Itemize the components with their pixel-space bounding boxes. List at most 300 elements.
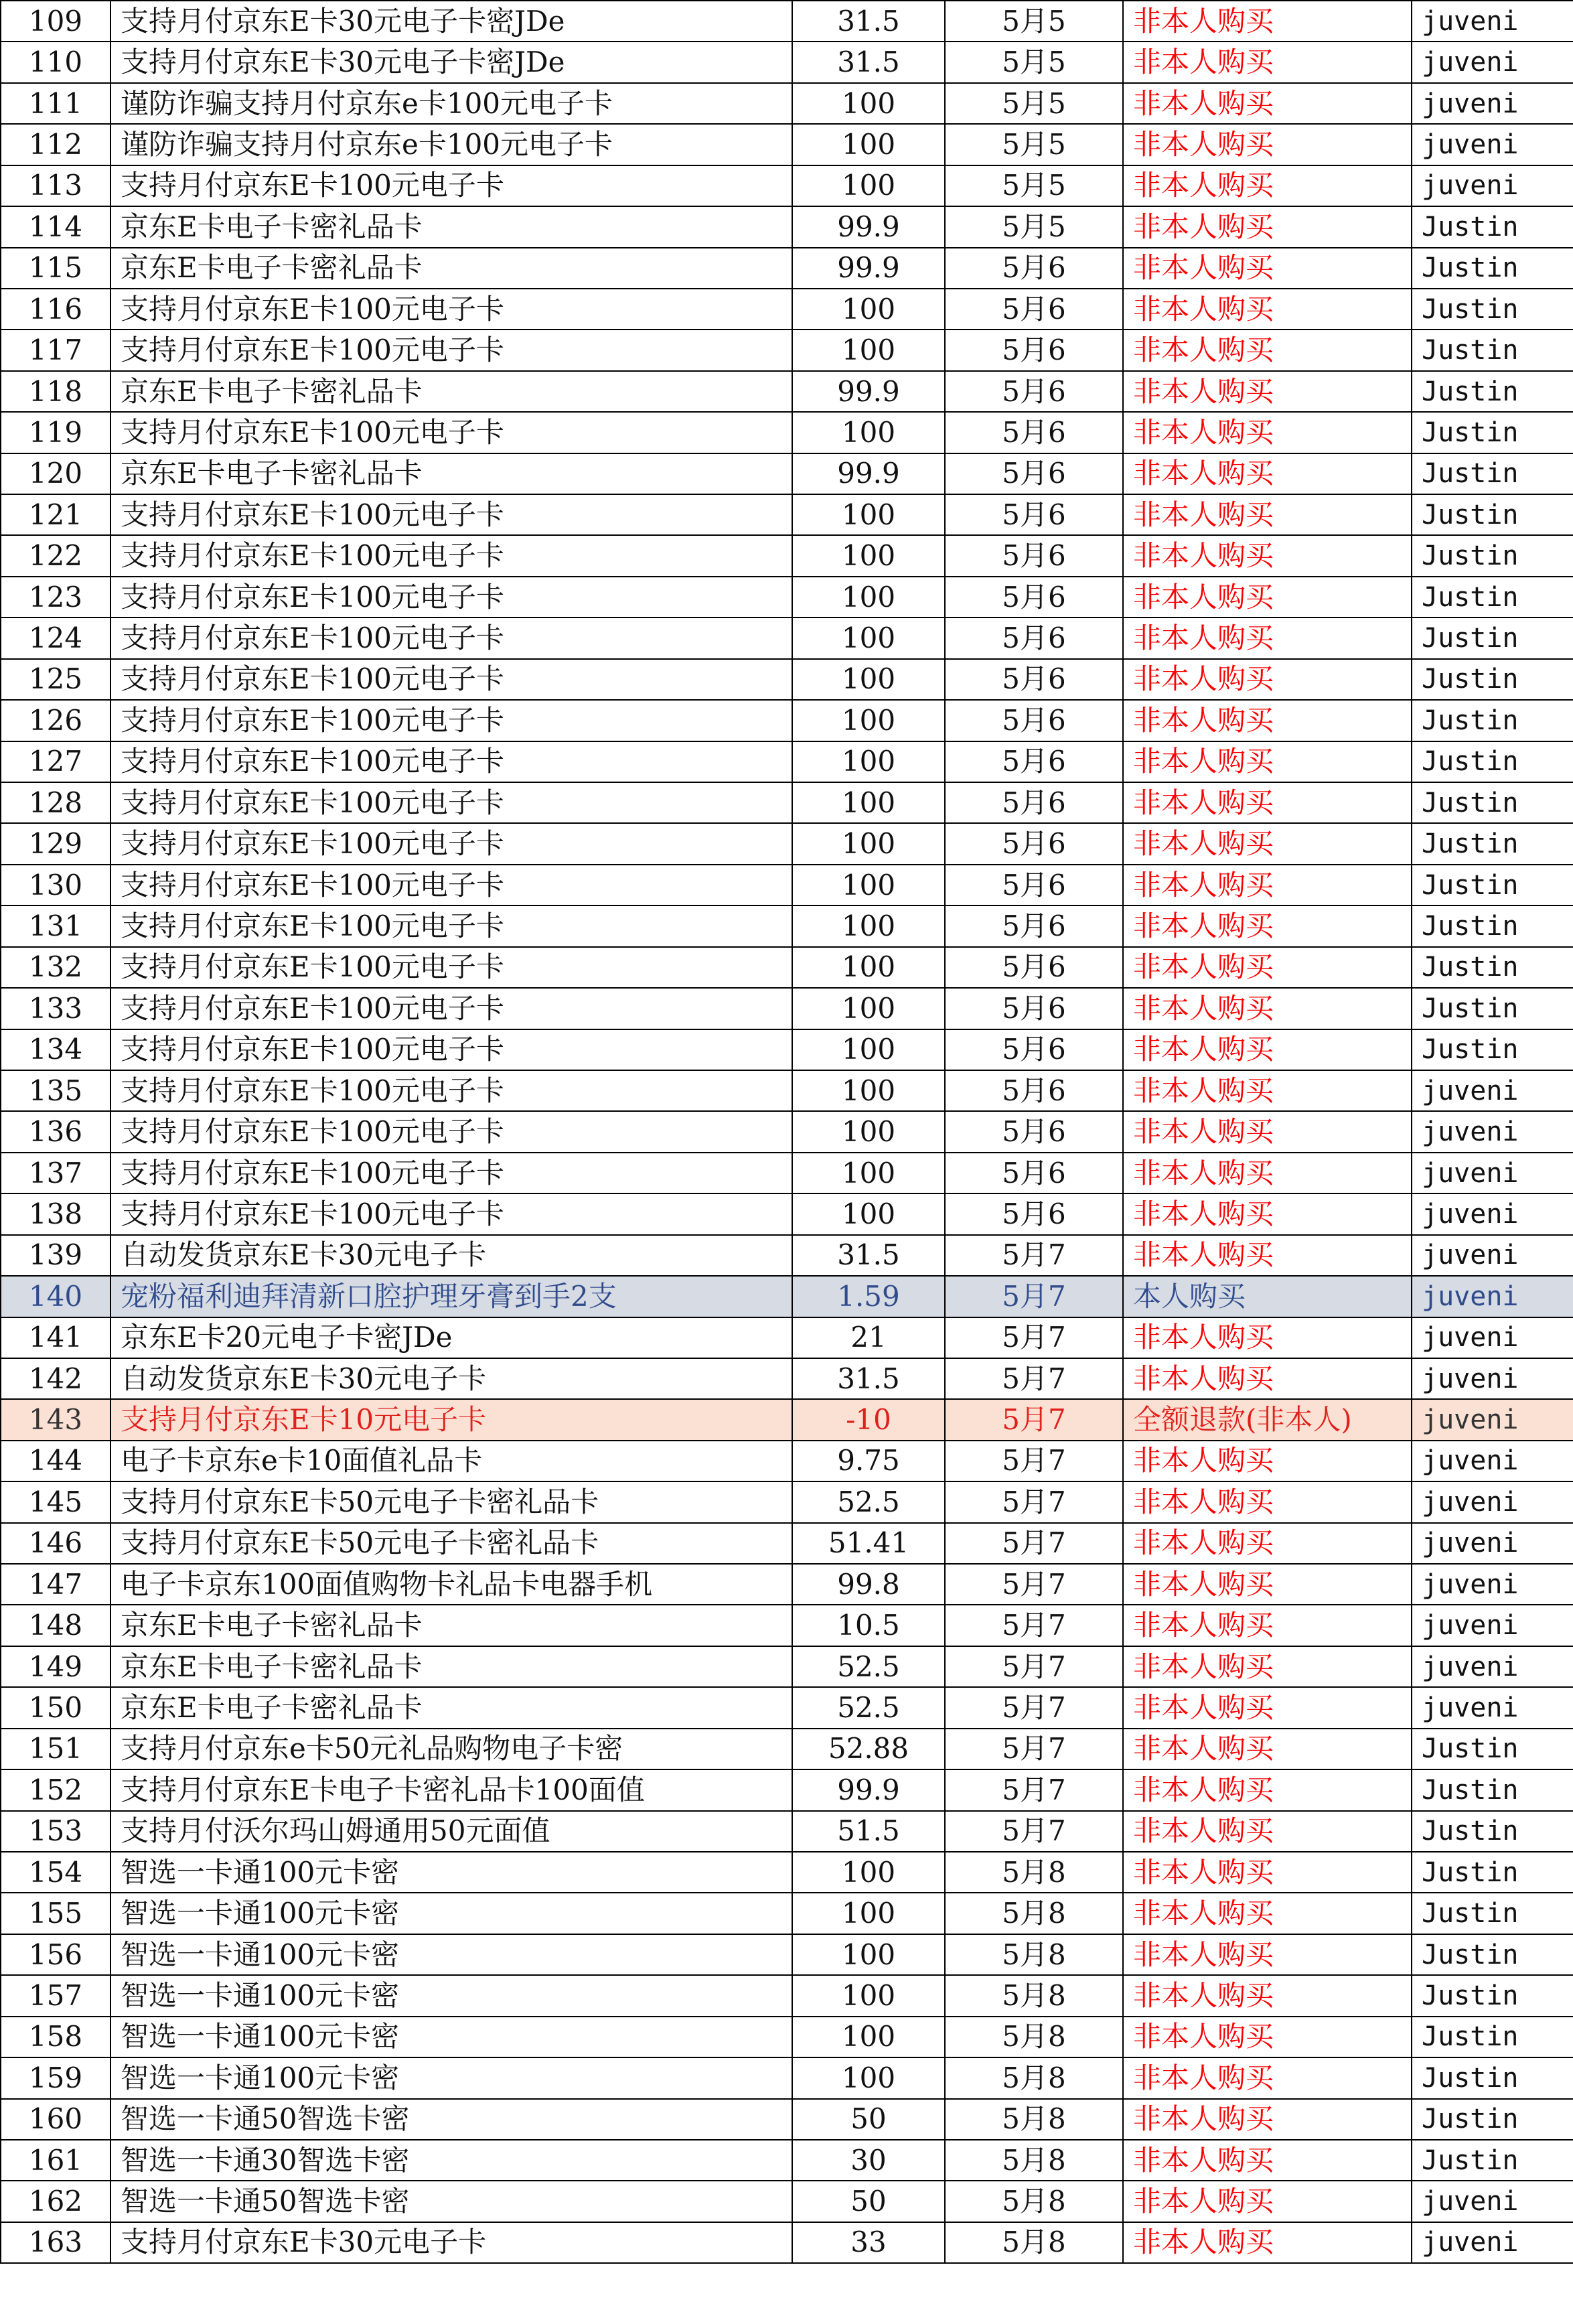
amount-cell: 100 [792, 823, 945, 864]
row-number-cell: 117 [1, 330, 110, 370]
product-name-cell: 支持月付京东E卡100元电子卡 [110, 1070, 792, 1111]
date-cell: 5月8 [945, 2222, 1123, 2263]
date-cell: 5月7 [945, 1605, 1123, 1646]
account-cell: Justin [1412, 1934, 1573, 1975]
purchase-status-cell: 非本人购买 [1123, 1, 1412, 42]
product-name-cell: 支持月付京东E卡100元电子卡 [110, 289, 792, 330]
table-row [1, 988, 1573, 1029]
table-row [1, 1646, 1573, 1687]
amount-cell: 100 [792, 1193, 945, 1234]
row-number-cell: 138 [1, 1193, 110, 1234]
row-number-cell: 127 [1, 741, 110, 782]
purchase-status-cell: 非本人购买 [1123, 165, 1412, 206]
table-row [1, 1852, 1573, 1893]
purchase-status-cell: 非本人购买 [1123, 1358, 1412, 1399]
row-number-cell: 151 [1, 1729, 110, 1769]
amount-cell: 100 [792, 83, 945, 124]
product-name-cell: 智选一卡通100元卡密 [110, 1852, 792, 1893]
product-name-cell: 京东E卡电子卡密礼品卡 [110, 248, 792, 289]
amount-cell: 100 [792, 2017, 945, 2057]
purchase-status-cell: 非本人购买 [1123, 1111, 1412, 1152]
amount-cell: 99.9 [792, 206, 945, 247]
account-cell: Justin [1412, 1975, 1573, 2016]
amount-cell: 100 [792, 124, 945, 165]
date-cell: 5月6 [945, 330, 1123, 370]
date-cell: 5月6 [945, 947, 1123, 988]
amount-cell: 100 [792, 618, 945, 658]
purchase-status-cell: 非本人购买 [1123, 1317, 1412, 1358]
table-row [1, 659, 1573, 700]
purchase-status-cell: 非本人购买 [1123, 618, 1412, 658]
table-row [1, 453, 1573, 494]
account-cell: juveni [1412, 42, 1573, 82]
product-name-cell: 支持月付京东E卡100元电子卡 [110, 330, 792, 370]
account-cell: Justin [1412, 535, 1573, 576]
purchase-status-cell: 非本人购买 [1123, 1769, 1412, 1810]
product-name-cell: 支持月付京东E卡100元电子卡 [110, 535, 792, 576]
table-row [1, 1317, 1573, 1358]
product-name-cell: 支持月付京东E卡50元电子卡密礼品卡 [110, 1523, 792, 1564]
amount-cell: 100 [792, 988, 945, 1029]
date-cell: 5月8 [945, 1934, 1123, 1975]
account-cell: Justin [1412, 1029, 1573, 1070]
date-cell: 5月6 [945, 577, 1123, 618]
row-number-cell: 115 [1, 248, 110, 289]
row-number-cell: 134 [1, 1029, 110, 1070]
amount-cell: 99.9 [792, 1769, 945, 1810]
date-cell: 5月7 [945, 1358, 1123, 1399]
date-cell: 5月7 [945, 1441, 1123, 1481]
account-cell: Justin [1412, 988, 1573, 1029]
account-cell: Justin [1412, 741, 1573, 782]
amount-cell: 30 [792, 2140, 945, 2181]
table-row [1, 2222, 1573, 2263]
row-number-cell: 135 [1, 1070, 110, 1111]
table-row [1, 1769, 1573, 1810]
account-cell: Justin [1412, 2017, 1573, 2057]
amount-cell: 31.5 [792, 42, 945, 82]
account-cell: juveni [1412, 1399, 1573, 1440]
row-number-cell: 143 [1, 1399, 110, 1440]
product-name-cell: 支持月付京东E卡100元电子卡 [110, 988, 792, 1029]
date-cell: 5月6 [945, 1153, 1123, 1193]
product-name-cell: 自动发货京东E卡30元电子卡 [110, 1358, 792, 1399]
row-number-cell: 109 [1, 1, 110, 42]
table-row [1, 2057, 1573, 2098]
date-cell: 5月6 [945, 700, 1123, 741]
row-number-cell: 128 [1, 782, 110, 823]
product-name-cell: 支持月付京东E卡100元电子卡 [110, 1153, 792, 1193]
table-row [1, 577, 1573, 618]
amount-cell: 31.5 [792, 1358, 945, 1399]
table-row [1, 2099, 1573, 2140]
row-number-cell: 132 [1, 947, 110, 988]
account-cell: juveni [1412, 1193, 1573, 1234]
amount-cell: 10.5 [792, 1605, 945, 1646]
amount-cell: 100 [792, 1934, 945, 1975]
purchase-status-cell: 非本人购买 [1123, 782, 1412, 823]
account-cell: juveni [1412, 83, 1573, 124]
table-row [1, 1399, 1573, 1440]
date-cell: 5月6 [945, 1111, 1123, 1152]
account-cell: Justin [1412, 289, 1573, 330]
date-cell: 5月6 [945, 1070, 1123, 1111]
date-cell: 5月6 [945, 618, 1123, 658]
account-cell: juveni [1412, 1276, 1573, 1317]
account-cell: Justin [1412, 248, 1573, 289]
date-cell: 5月7 [945, 1235, 1123, 1276]
purchase-status-cell: 非本人购买 [1123, 1070, 1412, 1111]
product-name-cell: 支持月付京东E卡100元电子卡 [110, 947, 792, 988]
amount-cell: 50 [792, 2099, 945, 2140]
account-cell: juveni [1412, 124, 1573, 165]
row-number-cell: 120 [1, 453, 110, 494]
table-row [1, 1276, 1573, 1317]
table-row [1, 618, 1573, 658]
row-number-cell: 133 [1, 988, 110, 1029]
purchase-status-cell: 非本人购买 [1123, 494, 1412, 535]
purchase-status-cell: 非本人购买 [1123, 1975, 1412, 2016]
date-cell: 5月8 [945, 1975, 1123, 2016]
date-cell: 5月6 [945, 865, 1123, 905]
account-cell: juveni [1412, 1481, 1573, 1522]
date-cell: 5月7 [945, 1317, 1123, 1358]
amount-cell: 100 [792, 1975, 945, 2016]
purchase-status-cell: 非本人购买 [1123, 1729, 1412, 1769]
amount-cell: 100 [792, 577, 945, 618]
date-cell: 5月6 [945, 453, 1123, 494]
product-name-cell: 支持月付京东E卡50元电子卡密礼品卡 [110, 1481, 792, 1522]
purchase-status-cell: 非本人购买 [1123, 1481, 1412, 1522]
row-number-cell: 153 [1, 1811, 110, 1852]
table-row [1, 1605, 1573, 1646]
account-cell: Justin [1412, 947, 1573, 988]
product-name-cell: 宠粉福利迪拜清新口腔护理牙膏到手2支 [110, 1276, 792, 1317]
date-cell: 5月8 [945, 2140, 1123, 2181]
date-cell: 5月5 [945, 42, 1123, 82]
product-name-cell: 支持月付京东E卡100元电子卡 [110, 865, 792, 905]
purchase-status-cell: 非本人购买 [1123, 577, 1412, 618]
account-cell: Justin [1412, 1811, 1573, 1852]
date-cell: 5月5 [945, 124, 1123, 165]
amount-cell: 100 [792, 659, 945, 700]
row-number-cell: 141 [1, 1317, 110, 1358]
amount-cell: 100 [792, 1029, 945, 1070]
date-cell: 5月5 [945, 1, 1123, 42]
product-name-cell: 支持月付京东E卡100元电子卡 [110, 741, 792, 782]
purchase-status-cell: 非本人购买 [1123, 83, 1412, 124]
date-cell: 5月5 [945, 206, 1123, 247]
date-cell: 5月7 [945, 1564, 1123, 1605]
row-number-cell: 140 [1, 1276, 110, 1317]
date-cell: 5月8 [945, 2017, 1123, 2057]
purchase-status-cell: 本人购买 [1123, 1276, 1412, 1317]
product-name-cell: 支持月付京东E卡100元电子卡 [110, 577, 792, 618]
purchase-status-cell: 非本人购买 [1123, 412, 1412, 453]
purchase-status-cell: 非本人购买 [1123, 1646, 1412, 1687]
account-cell: juveni [1412, 2222, 1573, 2263]
purchase-status-cell: 非本人购买 [1123, 2099, 1412, 2140]
table-row [1, 83, 1573, 124]
purchase-status-cell: 非本人购买 [1123, 2222, 1412, 2263]
row-number-cell: 118 [1, 371, 110, 412]
row-number-cell: 162 [1, 2181, 110, 2222]
date-cell: 5月6 [945, 741, 1123, 782]
product-name-cell: 支持月付京东E卡30元电子卡 [110, 2222, 792, 2263]
purchase-status-cell: 非本人购买 [1123, 865, 1412, 905]
amount-cell: 52.5 [792, 1646, 945, 1687]
purchase-status-cell: 非本人购买 [1123, 1029, 1412, 1070]
account-cell: juveni [1412, 1317, 1573, 1358]
date-cell: 5月7 [945, 1399, 1123, 1440]
purchase-status-cell: 非本人购买 [1123, 947, 1412, 988]
product-name-cell: 智选一卡通100元卡密 [110, 1934, 792, 1975]
table-row [1, 2017, 1573, 2057]
purchase-status-cell: 非本人购买 [1123, 1811, 1412, 1852]
purchase-status-cell: 非本人购买 [1123, 124, 1412, 165]
date-cell: 5月7 [945, 1523, 1123, 1564]
product-name-cell: 支持月付京东E卡100元电子卡 [110, 782, 792, 823]
date-cell: 5月8 [945, 2099, 1123, 2140]
amount-cell: 100 [792, 330, 945, 370]
date-cell: 5月5 [945, 165, 1123, 206]
amount-cell: 100 [792, 741, 945, 782]
product-name-cell: 京东E卡20元电子卡密JDe [110, 1317, 792, 1358]
purchase-status-cell: 非本人购买 [1123, 700, 1412, 741]
row-number-cell: 119 [1, 412, 110, 453]
product-name-cell: 支持月付京东E卡100元电子卡 [110, 905, 792, 946]
amount-cell: 51.5 [792, 1811, 945, 1852]
table-row [1, 1358, 1573, 1399]
table-row [1, 1111, 1573, 1152]
date-cell: 5月6 [945, 823, 1123, 864]
row-number-cell: 114 [1, 206, 110, 247]
date-cell: 5月5 [945, 83, 1123, 124]
row-number-cell: 116 [1, 289, 110, 330]
table-row [1, 1235, 1573, 1276]
purchase-status-cell: 非本人购买 [1123, 988, 1412, 1029]
table-row [1, 865, 1573, 905]
amount-cell: 100 [792, 905, 945, 946]
row-number-cell: 149 [1, 1646, 110, 1687]
table-row [1, 1811, 1573, 1852]
date-cell: 5月6 [945, 659, 1123, 700]
amount-cell: 100 [792, 1852, 945, 1893]
purchase-status-cell: 非本人购买 [1123, 1523, 1412, 1564]
purchase-status-cell: 非本人购买 [1123, 659, 1412, 700]
amount-cell: 100 [792, 412, 945, 453]
table-row [1, 1070, 1573, 1111]
row-number-cell: 159 [1, 2057, 110, 2098]
table-row [1, 165, 1573, 206]
date-cell: 5月6 [945, 988, 1123, 1029]
date-cell: 5月6 [945, 1029, 1123, 1070]
row-number-cell: 144 [1, 1441, 110, 1481]
purchase-status-cell: 非本人购买 [1123, 206, 1412, 247]
row-number-cell: 148 [1, 1605, 110, 1646]
table-row [1, 289, 1573, 330]
product-name-cell: 支持月付沃尔玛山姆通用50元面值 [110, 1811, 792, 1852]
purchase-status-cell: 全额退款(非本人) [1123, 1399, 1412, 1440]
purchase-status-cell: 非本人购买 [1123, 2017, 1412, 2057]
product-name-cell: 自动发货京东E卡30元电子卡 [110, 1235, 792, 1276]
row-number-cell: 137 [1, 1153, 110, 1193]
account-cell: Justin [1412, 453, 1573, 494]
amount-cell: 31.5 [792, 1, 945, 42]
account-cell: juveni [1412, 2181, 1573, 2222]
row-number-cell: 110 [1, 42, 110, 82]
account-cell: Justin [1412, 865, 1573, 905]
row-number-cell: 156 [1, 1934, 110, 1975]
row-number-cell: 113 [1, 165, 110, 206]
table-row [1, 494, 1573, 535]
row-number-cell: 130 [1, 865, 110, 905]
purchase-status-cell: 非本人购买 [1123, 1852, 1412, 1893]
product-name-cell: 支持月付京东E卡100元电子卡 [110, 1193, 792, 1234]
row-number-cell: 126 [1, 700, 110, 741]
product-name-cell: 支持月付京东E卡30元电子卡密JDe [110, 42, 792, 82]
account-cell: juveni [1412, 1358, 1573, 1399]
row-number-cell: 145 [1, 1481, 110, 1522]
amount-cell: 99.9 [792, 371, 945, 412]
table-body [1, 1, 1573, 2263]
account-cell: juveni [1412, 165, 1573, 206]
table-row [1, 1729, 1573, 1769]
date-cell: 5月7 [945, 1729, 1123, 1769]
amount-cell: 9.75 [792, 1441, 945, 1481]
product-name-cell: 智选一卡通50智选卡密 [110, 2099, 792, 2140]
product-name-cell: 支持月付京东E卡100元电子卡 [110, 618, 792, 658]
product-name-cell: 智选一卡通100元卡密 [110, 1975, 792, 2016]
table-row [1, 412, 1573, 453]
account-cell: Justin [1412, 330, 1573, 370]
table-row [1, 1193, 1573, 1234]
amount-cell: 52.5 [792, 1687, 945, 1728]
product-name-cell: 京东E卡电子卡密礼品卡 [110, 371, 792, 412]
product-name-cell: 支持月付京东E卡100元电子卡 [110, 494, 792, 535]
account-cell: Justin [1412, 1893, 1573, 1934]
amount-cell: 50 [792, 2181, 945, 2222]
amount-cell: 100 [792, 782, 945, 823]
table-row [1, 1481, 1573, 1522]
amount-cell: 100 [792, 1893, 945, 1934]
product-name-cell: 支持月付京东E卡100元电子卡 [110, 700, 792, 741]
account-cell: juveni [1412, 1687, 1573, 1728]
table-row [1, 124, 1573, 165]
account-cell: Justin [1412, 1852, 1573, 1893]
date-cell: 5月6 [945, 1193, 1123, 1234]
amount-cell: 100 [792, 494, 945, 535]
product-name-cell: 智选一卡通100元卡密 [110, 1893, 792, 1934]
row-number-cell: 136 [1, 1111, 110, 1152]
row-number-cell: 125 [1, 659, 110, 700]
table-row [1, 947, 1573, 988]
account-cell: Justin [1412, 905, 1573, 946]
table-row [1, 2140, 1573, 2181]
purchase-status-cell: 非本人购买 [1123, 1235, 1412, 1276]
account-cell: juveni [1412, 1153, 1573, 1193]
table-row [1, 206, 1573, 247]
table-row [1, 741, 1573, 782]
table-row [1, 1975, 1573, 2016]
date-cell: 5月6 [945, 248, 1123, 289]
product-name-cell: 谨防诈骗支持月付京东e卡100元电子卡 [110, 124, 792, 165]
table-row [1, 2181, 1573, 2222]
row-number-cell: 131 [1, 905, 110, 946]
amount-cell: 100 [792, 535, 945, 576]
account-cell: juveni [1412, 1605, 1573, 1646]
amount-cell: 100 [792, 289, 945, 330]
product-name-cell: 京东E卡电子卡密礼品卡 [110, 453, 792, 494]
date-cell: 5月6 [945, 371, 1123, 412]
amount-cell: 100 [792, 947, 945, 988]
account-cell: Justin [1412, 700, 1573, 741]
date-cell: 5月8 [945, 2057, 1123, 2098]
table-row [1, 42, 1573, 82]
table-row [1, 1934, 1573, 1975]
account-cell: juveni [1412, 1070, 1573, 1111]
date-cell: 5月8 [945, 1852, 1123, 1893]
product-name-cell: 智选一卡通50智选卡密 [110, 2181, 792, 2222]
date-cell: 5月8 [945, 1893, 1123, 1934]
purchase-status-cell: 非本人购买 [1123, 1441, 1412, 1481]
table-row [1, 1893, 1573, 1934]
account-cell: Justin [1412, 206, 1573, 247]
product-name-cell: 电子卡京东e卡10面值礼品卡 [110, 1441, 792, 1481]
amount-cell: 100 [792, 1153, 945, 1193]
product-name-cell: 京东E卡电子卡密礼品卡 [110, 1687, 792, 1728]
date-cell: 5月6 [945, 494, 1123, 535]
purchase-status-cell: 非本人购买 [1123, 535, 1412, 576]
row-number-cell: 122 [1, 535, 110, 576]
row-number-cell: 155 [1, 1893, 110, 1934]
amount-cell: 100 [792, 165, 945, 206]
date-cell: 5月6 [945, 905, 1123, 946]
product-name-cell: 支持月付京东E卡100元电子卡 [110, 165, 792, 206]
account-cell: Justin [1412, 823, 1573, 864]
product-name-cell: 支持月付京东E卡100元电子卡 [110, 823, 792, 864]
table-row [1, 1523, 1573, 1564]
table-row [1, 1564, 1573, 1605]
account-cell: Justin [1412, 2057, 1573, 2098]
purchase-status-cell: 非本人购买 [1123, 42, 1412, 82]
table-row [1, 782, 1573, 823]
row-number-cell: 147 [1, 1564, 110, 1605]
account-cell: juveni [1412, 1235, 1573, 1276]
purchase-status-cell: 非本人购买 [1123, 741, 1412, 782]
account-cell: juveni [1412, 1111, 1573, 1152]
amount-cell: 100 [792, 865, 945, 905]
account-cell: juveni [1412, 1, 1573, 42]
amount-cell: 99.9 [792, 453, 945, 494]
amount-cell: 99.9 [792, 248, 945, 289]
date-cell: 5月6 [945, 782, 1123, 823]
row-number-cell: 161 [1, 2140, 110, 2181]
purchase-status-cell: 非本人购买 [1123, 2181, 1412, 2222]
product-name-cell: 谨防诈骗支持月付京东e卡100元电子卡 [110, 83, 792, 124]
purchase-status-cell: 非本人购买 [1123, 1153, 1412, 1193]
date-cell: 5月6 [945, 289, 1123, 330]
row-number-cell: 152 [1, 1769, 110, 1810]
amount-cell: 1.59 [792, 1276, 945, 1317]
purchase-status-cell: 非本人购买 [1123, 905, 1412, 946]
purchase-status-cell: 非本人购买 [1123, 1687, 1412, 1728]
date-cell: 5月6 [945, 535, 1123, 576]
row-number-cell: 139 [1, 1235, 110, 1276]
table-row [1, 371, 1573, 412]
purchase-status-cell: 非本人购买 [1123, 289, 1412, 330]
account-cell: Justin [1412, 1729, 1573, 1769]
